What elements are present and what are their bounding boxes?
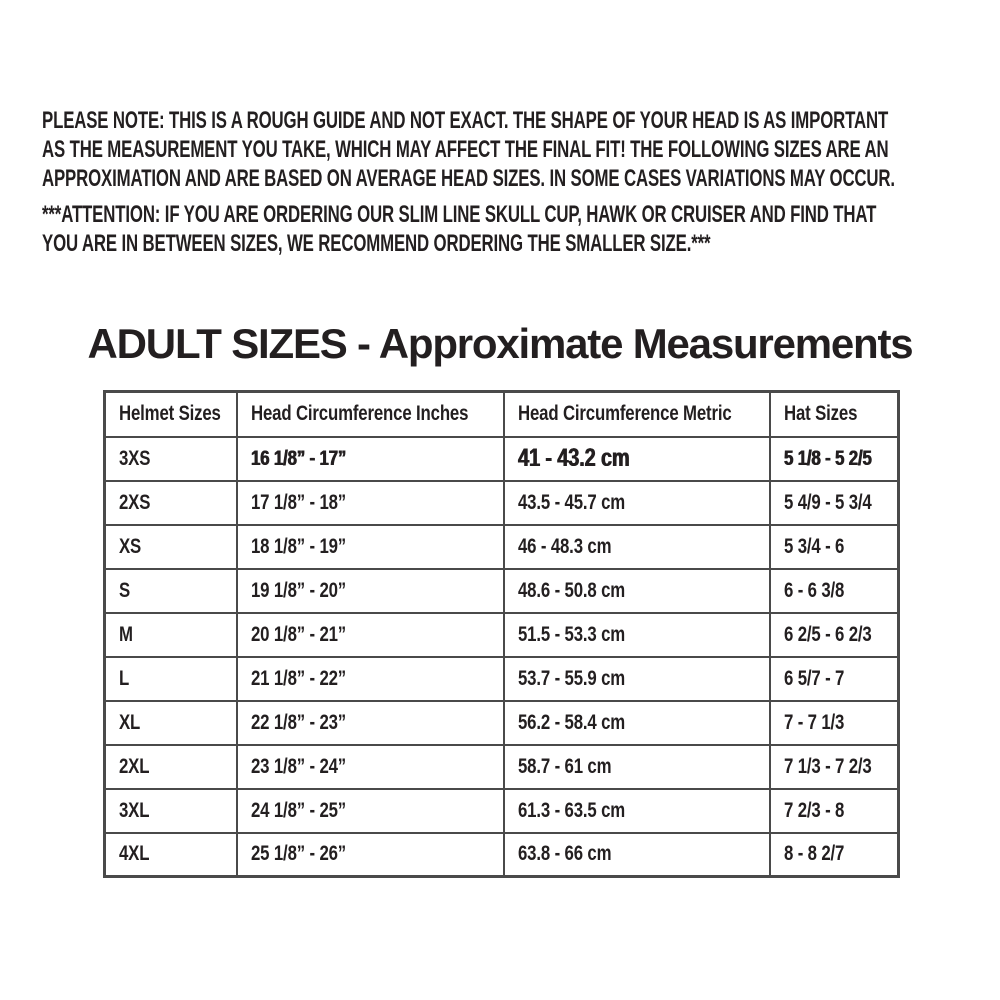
metric-cell bbox=[504, 833, 770, 877]
metric-cell bbox=[504, 701, 770, 745]
helmet-size-cell bbox=[105, 525, 237, 569]
cell-text: 6 5/7 - 7 bbox=[783, 666, 844, 690]
cell-text: 61.3 - 63.5 cm bbox=[517, 798, 625, 822]
cell-text: 5 3/4 - 6 bbox=[783, 534, 844, 558]
size-table bbox=[103, 390, 900, 878]
header-circumference-metric bbox=[504, 392, 770, 437]
cell-text: 58.7 - 61 cm bbox=[517, 754, 611, 778]
attention-line bbox=[42, 229, 1000, 258]
note-line bbox=[42, 164, 1000, 193]
table-row bbox=[105, 481, 899, 525]
table-row bbox=[105, 701, 899, 745]
cell-text: 17 1/8” - 18” bbox=[250, 490, 346, 514]
cell-text: S bbox=[119, 578, 131, 602]
hat-size-cell bbox=[770, 481, 899, 525]
cell-text: 6 2/5 - 6 2/3 bbox=[783, 622, 872, 646]
table-row bbox=[105, 789, 899, 833]
cell-text: 53.7 - 55.9 cm bbox=[517, 666, 625, 690]
helmet-size-cell bbox=[105, 657, 237, 701]
metric-cell bbox=[504, 569, 770, 613]
note-line-text: AS THE MEASUREMENT YOU TAKE, WHICH MAY AFFECT THE FINAL FIT! THE FOLLOWING SIZES ARE AN bbox=[42, 136, 889, 163]
cell-text: 20 1/8” - 21” bbox=[250, 622, 346, 646]
cell-text: 4XL bbox=[119, 842, 150, 866]
metric-cell bbox=[504, 481, 770, 525]
note-line bbox=[42, 135, 1000, 164]
header-circumference-inches bbox=[237, 392, 504, 437]
helmet-size-cell bbox=[105, 437, 237, 481]
helmet-size-cell bbox=[105, 569, 237, 613]
cell-text: 56.2 - 58.4 cm bbox=[517, 710, 625, 734]
header-hat-sizes-text: Hat Sizes bbox=[783, 402, 857, 426]
metric-cell bbox=[504, 613, 770, 657]
hat-size-cell bbox=[770, 437, 899, 481]
header-helmet-sizes-text: Helmet Sizes bbox=[119, 402, 221, 426]
inches-cell bbox=[237, 525, 504, 569]
inches-cell bbox=[237, 569, 504, 613]
header-hat-sizes bbox=[770, 392, 899, 437]
inches-cell bbox=[237, 437, 504, 481]
hat-size-cell bbox=[770, 613, 899, 657]
cell-text: 48.6 - 50.8 cm bbox=[517, 578, 625, 602]
metric-cell bbox=[504, 525, 770, 569]
table-row bbox=[105, 437, 899, 481]
cell-text: 46 - 48.3 cm bbox=[517, 534, 611, 558]
page-title bbox=[0, 318, 1000, 370]
note-line-text: APPROXIMATION AND ARE BASED ON AVERAGE HEAD SIZES. IN SOME CASES VARIATIONS MAY OCCUR. bbox=[42, 165, 895, 192]
table-row bbox=[105, 525, 899, 569]
metric-cell bbox=[504, 789, 770, 833]
cell-text: 6 - 6 3/8 bbox=[783, 578, 844, 602]
table-row bbox=[105, 657, 899, 701]
inches-cell bbox=[237, 789, 504, 833]
hat-size-cell bbox=[770, 525, 899, 569]
cell-text: 22 1/8” - 23” bbox=[250, 710, 346, 734]
cell-text: 3XL bbox=[119, 798, 150, 822]
note-paragraph bbox=[42, 106, 1000, 193]
cell-text: 18 1/8” - 19” bbox=[250, 534, 346, 558]
page-title-text: ADULT SIZES - Approximate Measurements bbox=[87, 320, 913, 367]
inches-cell bbox=[237, 745, 504, 789]
cell-text: 7 2/3 - 8 bbox=[783, 798, 844, 822]
inches-cell bbox=[237, 833, 504, 877]
cell-text: 24 1/8” - 25” bbox=[250, 798, 346, 822]
hat-size-cell bbox=[770, 701, 899, 745]
cell-text: XS bbox=[119, 534, 142, 558]
helmet-size-cell bbox=[105, 745, 237, 789]
inches-cell bbox=[237, 481, 504, 525]
inches-cell bbox=[237, 701, 504, 745]
cell-text: 2XS bbox=[119, 490, 151, 514]
cell-text: 16 1/8” - 17” bbox=[250, 446, 346, 470]
cell-text: 43.5 - 45.7 cm bbox=[517, 490, 625, 514]
hat-size-cell bbox=[770, 789, 899, 833]
table-row bbox=[105, 569, 899, 613]
header-helmet-sizes bbox=[105, 392, 237, 437]
attention-line-text: YOU ARE IN BETWEEN SIZES, WE RECOMMEND ORDERING THE SMALLER SIZE.*** bbox=[42, 230, 711, 257]
metric-cell bbox=[504, 745, 770, 789]
hat-size-cell bbox=[770, 657, 899, 701]
cell-text: 63.8 - 66 cm bbox=[517, 842, 611, 866]
table-row bbox=[105, 833, 899, 877]
header-circumference-metric-text: Head Circumference Metric bbox=[517, 402, 732, 426]
hat-size-cell bbox=[770, 569, 899, 613]
helmet-size-cell bbox=[105, 789, 237, 833]
cell-text: L bbox=[119, 666, 130, 690]
helmet-size-cell bbox=[105, 613, 237, 657]
cell-text: 2XL bbox=[119, 754, 150, 778]
helmet-size-cell bbox=[105, 481, 237, 525]
hat-size-cell bbox=[770, 745, 899, 789]
attention-line bbox=[42, 200, 1000, 229]
attention-line-text: ***ATTENTION: IF YOU ARE ORDERING OUR SLIM LINE SKULL CUP, HAWK OR CRUISER AND FIND THAT bbox=[42, 201, 877, 228]
hat-size-cell bbox=[770, 833, 899, 877]
table-row bbox=[105, 745, 899, 789]
cell-text: 19 1/8” - 20” bbox=[250, 578, 346, 602]
table-header-row bbox=[105, 392, 899, 437]
inches-cell bbox=[237, 657, 504, 701]
cell-text: 8 - 8 2/7 bbox=[783, 842, 844, 866]
header-circumference-inches-text: Head Circumference Inches bbox=[250, 402, 468, 426]
cell-text: 7 1/3 - 7 2/3 bbox=[783, 754, 872, 778]
metric-cell bbox=[504, 657, 770, 701]
cell-text: 51.5 - 53.3 cm bbox=[517, 622, 625, 646]
cell-text: 23 1/8” - 24” bbox=[250, 754, 346, 778]
cell-text: M bbox=[119, 622, 133, 646]
helmet-size-cell bbox=[105, 701, 237, 745]
cell-text: XL bbox=[119, 710, 141, 734]
cell-text: 7 - 7 1/3 bbox=[783, 710, 844, 734]
cell-text: 5 1/8 - 5 2/5 bbox=[783, 446, 872, 470]
note-line-text: PLEASE NOTE: THIS IS A ROUGH GUIDE AND NOT EXACT. THE SHAPE OF YOUR HEAD IS AS IMPORTANT bbox=[42, 107, 889, 134]
cell-text: 3XS bbox=[119, 446, 151, 470]
cell-text: 21 1/8” - 22” bbox=[250, 666, 346, 690]
inches-cell bbox=[237, 613, 504, 657]
cell-text: 5 4/9 - 5 3/4 bbox=[783, 490, 872, 514]
cell-text: 41 - 43.2 cm bbox=[517, 444, 629, 472]
table-row bbox=[105, 613, 899, 657]
helmet-size-cell bbox=[105, 833, 237, 877]
metric-cell bbox=[504, 437, 770, 481]
attention-paragraph bbox=[42, 200, 1000, 258]
cell-text: 25 1/8” - 26” bbox=[250, 842, 346, 866]
note-line bbox=[42, 106, 1000, 135]
